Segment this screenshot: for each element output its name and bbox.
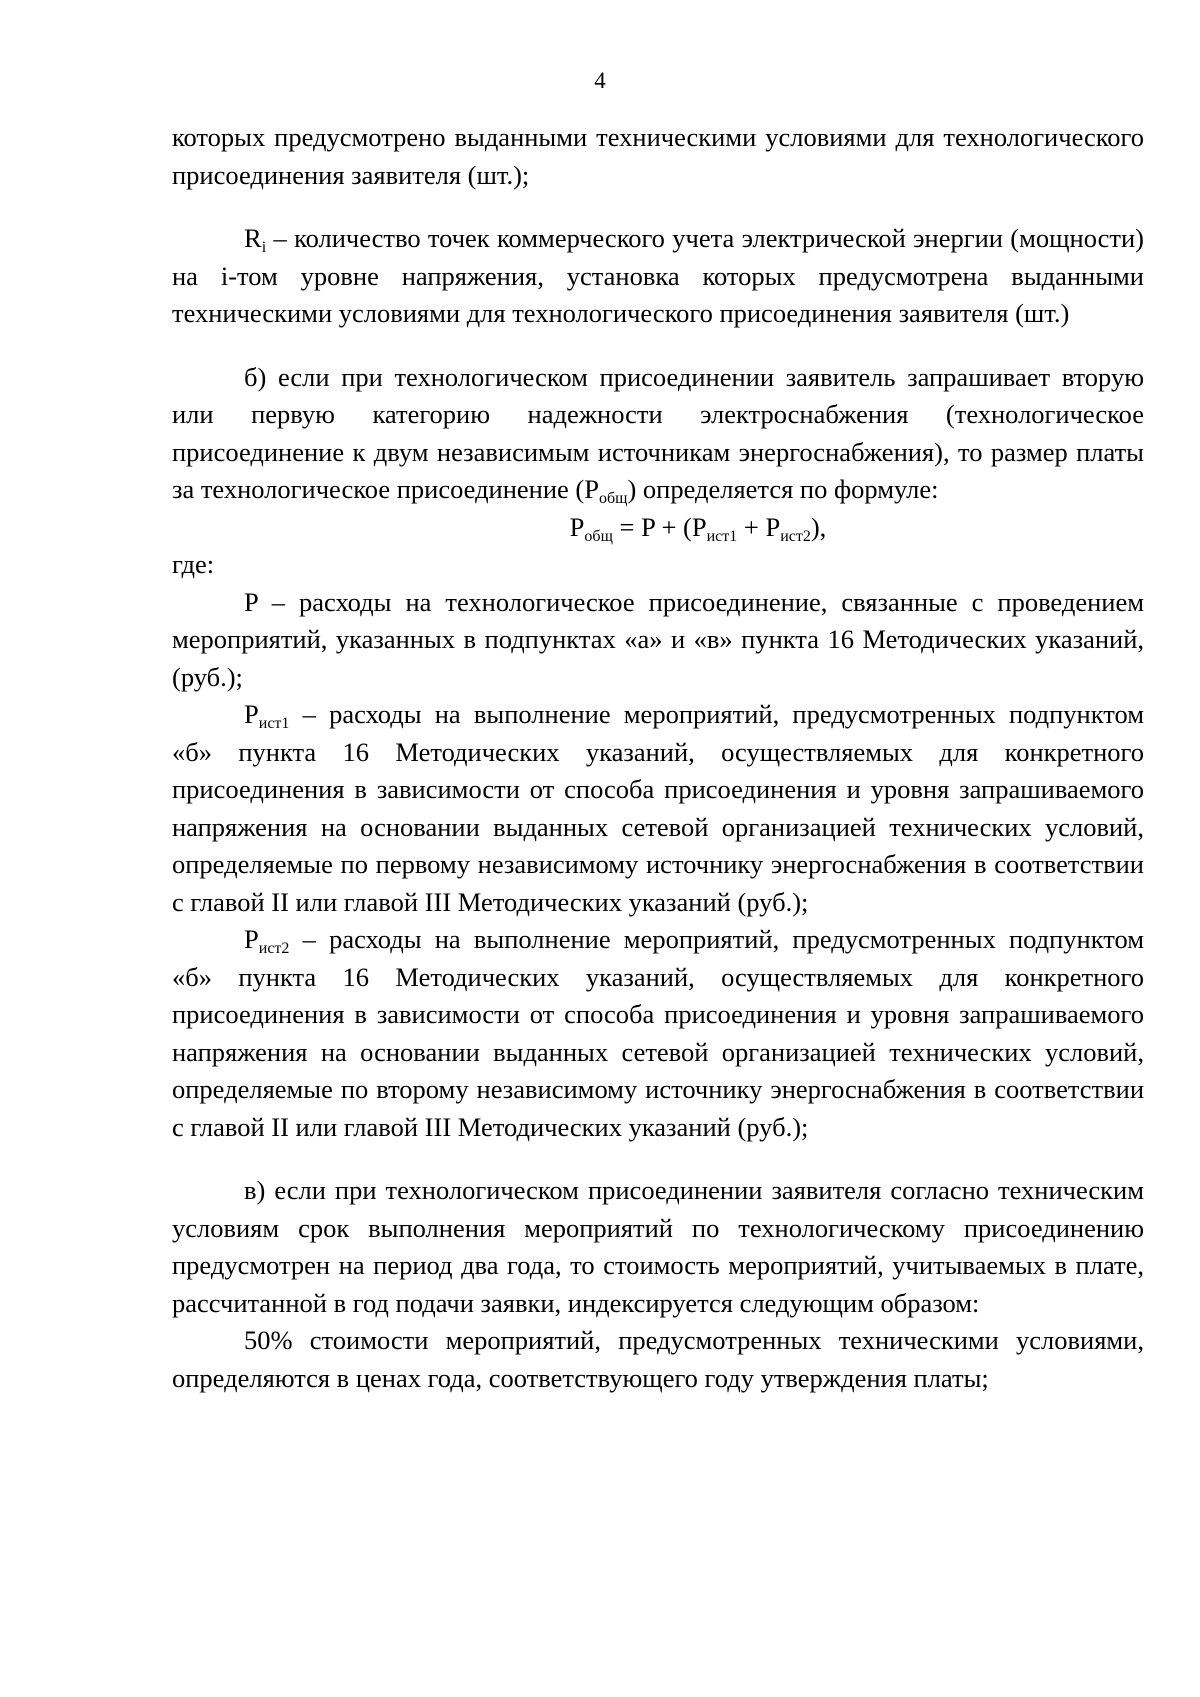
paragraph-continuation: которых предусмотрено выданными техническими условиями для технологического присоединения заявителя (шт.); (172, 122, 1144, 190)
formula-part: P (569, 511, 585, 542)
paragraph-b-text-b: ) определяется по формуле: (627, 474, 939, 504)
where-label: где: (172, 549, 215, 579)
paragraph-50-percent: 50% стоимости мероприятий, предусмотренных техническими условиями, определяются в ценах года, соответствующего году утверждения платы; (172, 1325, 1144, 1393)
paragraph-v: в) если при технологическом присоединении заявителя согласно техническим условиям срок выполнения мероприятий по технологическому присоединению предусмотрен на период два года, то стоимость мероприятий, учитываемых в плате, рассчитанной в год подачи заявки, индексируется следующим образом: (172, 1175, 1144, 1318)
paragraph-b-text-a: б) если при технологическом присоединении заявитель запрашивает вторую или первую категорию надежности электроснабжения (технологическое присоединение к двум независимым источникам энергоснабжения), то размер платы за технологическое присоединение (P (172, 361, 1144, 504)
definition-p-text: – расходы на технологическое присоединение, связанные с проведением мероприятий, указанных в подпунктах «а» и «в» пункта 16 Методических указаний, (руб.); (172, 586, 1144, 692)
symbol-p-ist2-subscript: ист2 (258, 940, 290, 957)
formula-sub: общ (584, 527, 613, 545)
paragraph-b-subscript: общ (599, 490, 628, 507)
formula (172, 509, 1144, 547)
paragraph-b (172, 359, 1144, 509)
paragraph-definition-r (172, 220, 1144, 333)
paragraph-definition-p (172, 584, 1144, 697)
formula-sub: ист1 (706, 527, 738, 545)
formula-part: = P + (P (612, 511, 707, 542)
definition-r-text: – количество точек коммерческого учета электрической энергии (мощности) на i-том уровне напряжения, установка которых предусмотрена выданными техническими условиями для технологического присоединения заявителя (шт.) (172, 223, 1144, 328)
paragraph-definition-p-ist1 (172, 696, 1144, 921)
paragraph-definition-p-ist2 (172, 921, 1144, 1146)
formula-part: ), (810, 511, 827, 542)
symbol-p-ist2: P (244, 924, 259, 954)
formula-part: + P (737, 511, 781, 542)
page-number: 4 (594, 68, 606, 93)
definition-p-ist2-text: – расходы на выполнение мероприятий, предусмотренных подпунктом «б» пункта 16 Методических указаний, осуществляемых для конкретного присоединения в зависимости от способа присоединения и уровня запрашиваемого напряжения на основании выданных сетевой организацией технических условий, определяемые по второму независимому источнику энергоснабжения в соответствии с главой II или главой III Методических указаний (руб.); (172, 924, 1144, 1142)
symbol-p-ist1-subscript: ист1 (258, 715, 290, 732)
definition-p-ist1-text: – расходы на выполнение мероприятий, предусмотренных подпунктом «б» пункта 16 Методических указаний, осуществляемых для конкретного присоединения в зависимости от способа присоединения и уровня запрашиваемого напряжения на основании выданных сетевой организацией технических условий, определяемые по первому независимому источнику энергоснабжения в соответствии с главой II или главой III Методических указаний (руб.); (172, 699, 1144, 917)
symbol-r-subscript: i (261, 239, 267, 256)
formula-sub: ист2 (780, 527, 811, 545)
document-body (172, 119, 1144, 1397)
symbol-p-ist1: P (244, 699, 259, 729)
symbol-r: R (244, 223, 262, 253)
symbol-p: P (244, 586, 258, 617)
